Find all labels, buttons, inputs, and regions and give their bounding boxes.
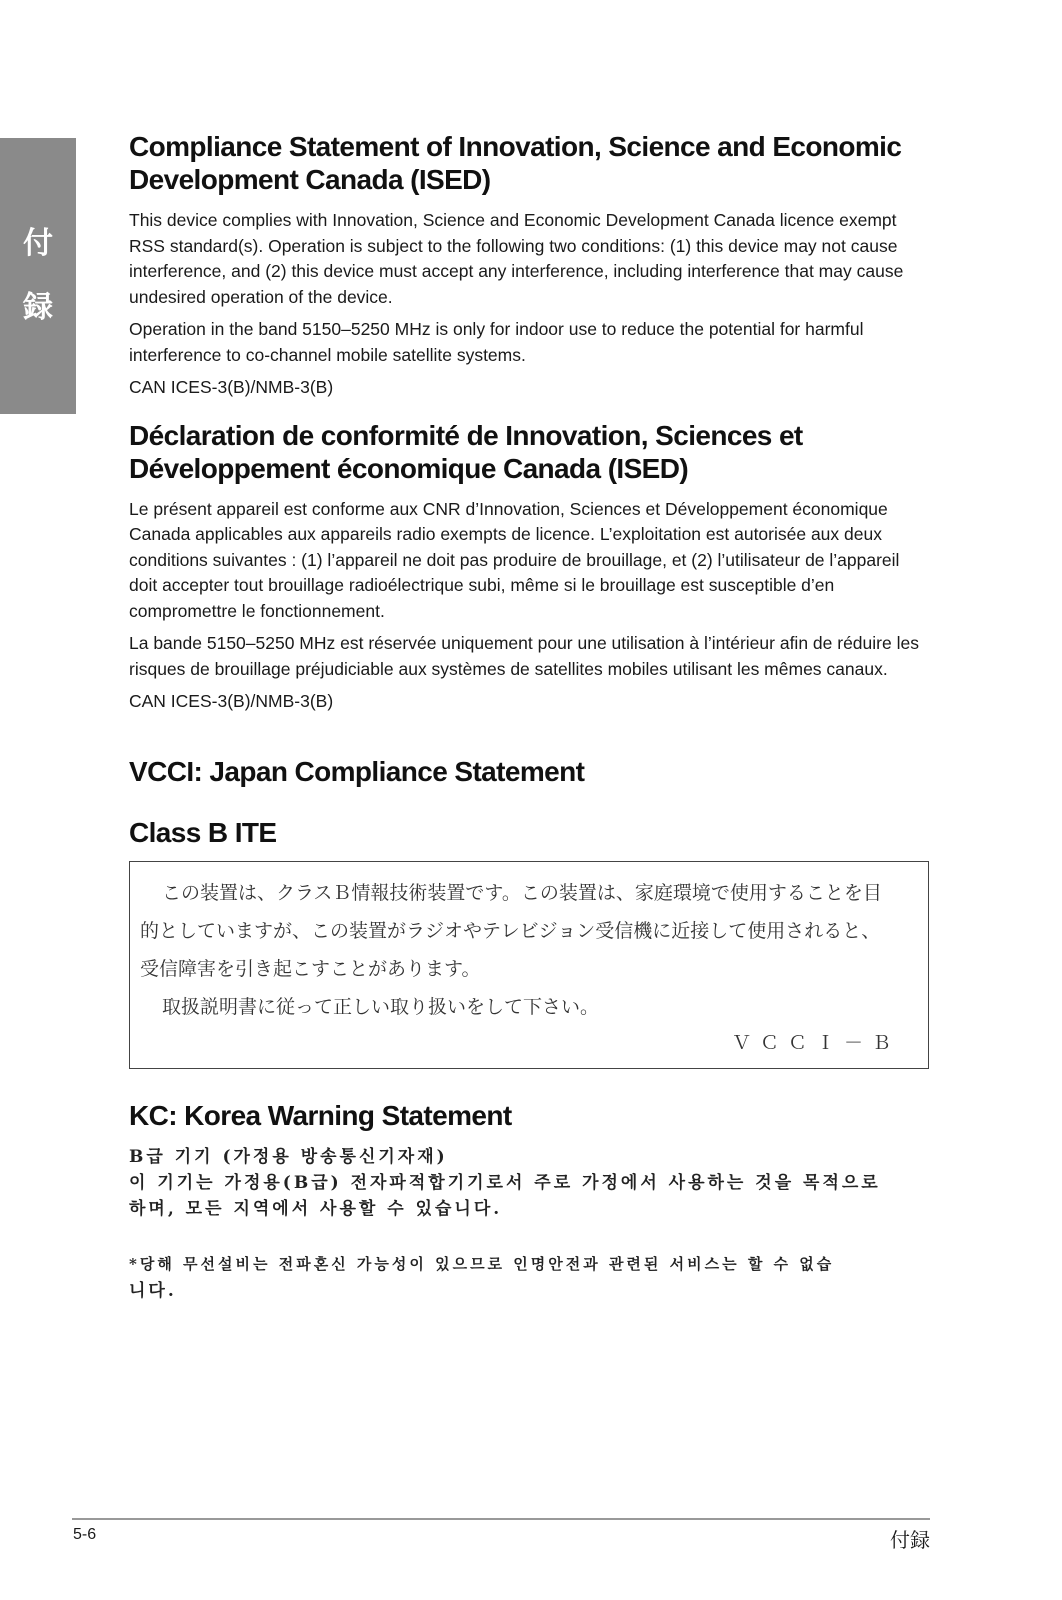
ised-english-paragraph-2: Operation in the band 5150–5250 MHz is only for indoor use to reduce the potential for harmful interference to co-channel mobile satellite systems. (129, 319, 864, 365)
kc-section (129, 1099, 929, 1304)
kc-line-1: B급 기기 (가정용 방송통신기자재) (129, 1146, 448, 1167)
ised-french-paragraph-2: La bande 5150–5250 MHz est réservée uniquement pour une utilisation à l’intérieur afin de réduire les risques de brouillage préjudiciable aux systèmes de satellites mobiles utilisant les mêmes canaux. (129, 633, 919, 679)
ised-english-label: CAN ICES-3(B)/NMB-3(B) (129, 377, 334, 397)
vcci-line-1: この装置は、クラスＢ情報技術装置です。この装置は、家庭環境で使用することを目 (162, 881, 882, 904)
side-tab-char-2: 録 (23, 290, 53, 325)
vcci-section (129, 755, 929, 1069)
ised-french-paragraph-1: Le présent appareil est conforme aux CNR d’Innovation, Sciences et Développement économique Canada applicables aux appareils radio exempts de licence. L’exploitation est autorisée aux deux conditions suivantes : (1) l’appareil ne doit pas produire de brouillage, et (2) l’utilisateur de l’appareil doit accepter tout brouillage radioélectrique subi, même si le brouillage est susceptible d’en compromettre le fonctionnement. (129, 498, 900, 621)
ised-french-label: CAN ICES-3(B)/NMB-3(B) (129, 691, 334, 711)
ised-french-heading: Déclaration de conformité de Innovation, Sciences et Développement économique Canada (ISED) (129, 419, 803, 484)
ised-english-heading: Compliance Statement of Innovation, Science and Economic Development Canada (ISED) (129, 131, 902, 195)
ised-english-section (129, 130, 929, 401)
kc-line-2: 이 기기는 가정용(B급) 전자파적합기기로서 주로 가정에서 사용하는 것을 목적으로 (129, 1172, 881, 1193)
footer-divider (72, 1518, 930, 1520)
kc-line-3: 하며, 모든 지역에서 사용할 수 있습니다. (129, 1198, 503, 1219)
page-number: 5-6 (73, 1526, 97, 1543)
vcci-mark: ＶＣＣＩ－Ｂ (731, 1031, 900, 1054)
footer-chapter-label: 付録 (890, 1528, 930, 1552)
ised-english-paragraph-1: This device complies with Innovation, Science and Economic Development Canada licence exempt RSS standard(s). Operation is subject to the following two conditions: (1) this device may not cause interference, and (2) this device must accept any interference, including interference that may cause undesired operation of the device. (129, 210, 904, 307)
vcci-line-3: 受信障害を引き起こすことがあります。 (140, 957, 481, 980)
page-content (129, 130, 929, 1304)
vcci-heading: VCCI: Japan Compliance Statement (129, 755, 585, 787)
ised-french-section (129, 419, 929, 715)
side-tab-char-1: 付 (23, 226, 53, 261)
kc-heading: KC: Korea Warning Statement (129, 1099, 512, 1131)
vcci-line-2: 的としていますが、この装置がラジオやテレビジョン受信機に近接して使用されると、 (140, 919, 881, 942)
kc-warning-line-1: *당해 무선설비는 전파혼신 가능성이 있으므로 인명안전과 관련된 서비스는 할 수 없습 (129, 1254, 835, 1273)
vcci-class-heading: Class B ITE (129, 816, 277, 848)
kc-statement (129, 1144, 929, 1304)
vcci-statement-box (129, 861, 929, 1069)
chapter-side-tab (0, 138, 76, 414)
vcci-line-4: 取扱説明書に従って正しい取り扱いをして下さい。 (162, 995, 600, 1018)
kc-warning-line-2: 니다. (129, 1280, 177, 1301)
